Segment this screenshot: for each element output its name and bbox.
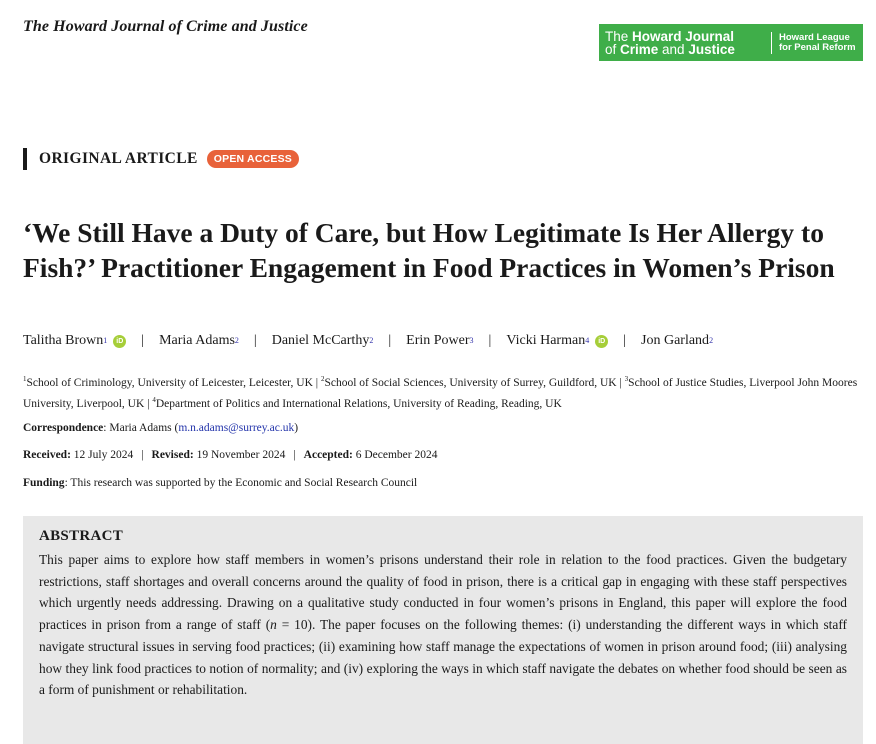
orcid-icon[interactable]: iD: [113, 335, 126, 348]
funding: [23, 477, 417, 489]
logo-text: for Penal Reform: [779, 41, 856, 53]
author-affiliation-sup[interactable]: 1: [103, 335, 108, 345]
abstract-text: [39, 549, 847, 701]
affiliation-divider: |: [619, 376, 622, 389]
abstract-n-symbol: n: [270, 617, 277, 633]
logo-text: Howard Journal: [632, 28, 735, 44]
author-divider: |: [141, 333, 145, 348]
affiliation-sup: 2: [320, 375, 325, 383]
affiliation-sup: 4: [152, 395, 156, 404]
correspondence-label: Correspondence: [23, 422, 104, 434]
article-type: [23, 148, 299, 170]
accepted-date: 6 December 2024: [355, 449, 438, 461]
author[interactable]: [272, 333, 374, 349]
author[interactable]: [159, 333, 239, 349]
funding-label: Funding: [23, 477, 65, 489]
logo-text: Justice: [688, 41, 735, 57]
date-divider: |: [293, 449, 296, 461]
author-divider: |: [388, 333, 392, 348]
author-divider: |: [253, 333, 257, 348]
abstract-text-part: = 10). The paper focuses on the following themes: (i) understanding the different ways in which staff navigate structural issues in serving food practices; (ii) examining how staff manage the expectations of women in prison around food; (iii) analysing how they link food practices to notion of normality; and (iv) exploring the ways in which staff navigate the debates on whether food should be seen as a form of punishment or rehabilitation.: [39, 617, 847, 698]
received-label: Received:: [23, 449, 71, 461]
correspondence-close: ): [294, 422, 299, 434]
logo-text: Crime: [620, 41, 659, 57]
revised-date: 19 November 2024: [196, 449, 286, 461]
logo-text: The: [605, 28, 633, 44]
journal-logo[interactable]: [599, 24, 863, 61]
affiliation-text: Department of Politics and International Relations, University of Reading, Reading, UK: [155, 397, 562, 410]
author[interactable]: [23, 333, 126, 349]
affiliations: [23, 371, 863, 413]
affiliation-text: School of Justice Studies, Liverpool John Moores University, Liverpool, UK: [23, 376, 858, 410]
logo-publisher: [779, 33, 856, 53]
author[interactable]: [406, 333, 473, 349]
affiliation-sup: 1: [23, 375, 27, 383]
article-type-label: ORIGINAL ARTICLE: [39, 150, 198, 167]
open-access-badge: OPEN ACCESS: [207, 150, 299, 168]
logo-text: of: [605, 41, 621, 57]
received-date: 12 July 2024: [73, 449, 134, 461]
author-affiliation-sup[interactable]: 3: [469, 335, 474, 345]
author-name[interactable]: Maria Adams: [159, 333, 235, 348]
author-name[interactable]: Jon Garland: [641, 333, 710, 348]
article-title: ‘We Still Have a Duty of Care, but How Legitimate Is Her Allergy to Fish?’ Practitioner Engagement in Food Practices in Women’s Prison: [23, 217, 835, 283]
revised-label: Revised:: [151, 449, 194, 461]
affiliation-divider: |: [147, 397, 150, 410]
author-name[interactable]: Talitha Brown: [23, 333, 104, 348]
author-divider: |: [623, 333, 627, 348]
logo-text: Howard League: [779, 31, 850, 43]
orcid-icon[interactable]: iD: [595, 335, 608, 348]
logo-text: and: [658, 41, 689, 57]
funding-text: : This research was supported by the Economic and Social Research Council: [64, 477, 418, 489]
date-divider: |: [141, 449, 144, 461]
author-affiliation-sup[interactable]: 2: [234, 335, 239, 345]
author-affiliation-sup[interactable]: 2: [369, 335, 374, 345]
correspondence: Correspondence: Maria Adams (m.n.adams@surrey.ac.uk): [23, 422, 299, 434]
accepted-label: Accepted:: [303, 449, 353, 461]
affiliation-divider: |: [315, 376, 319, 389]
author-affiliation-sup[interactable]: 2: [709, 335, 714, 345]
abstract-heading: ABSTRACT: [39, 528, 124, 544]
author[interactable]: [641, 333, 713, 349]
journal-name: The Howard Journal of Crime and Justice: [23, 18, 308, 35]
abstract-box: [23, 516, 863, 744]
affiliation-text: School of Social Sciences, University of Surrey, Guildford, UK: [324, 376, 617, 389]
affiliation-text: School of Criminology, University of Leicester, Leicester, UK: [26, 376, 313, 389]
author[interactable]: [506, 333, 608, 349]
author-name[interactable]: Erin Power: [406, 333, 470, 348]
logo-divider: [771, 32, 772, 54]
article-dates: [23, 449, 437, 461]
author-affiliation-sup[interactable]: 4: [585, 335, 590, 345]
affiliation-sup: 3: [624, 375, 629, 383]
author-name[interactable]: Daniel McCarthy: [271, 333, 370, 348]
author-list: [23, 333, 713, 349]
author-divider: |: [488, 333, 492, 348]
abstract-text-part: This paper aims to explore how staff members in women’s prisons understand their role in relation to the food practices. Given the budgetary restrictions, staff shortages and overall concerns around the quality of food in prison, there is a critical gap in engaging with these staff perspectives which urgently needs addressing. Drawing on a qualitative study conducted in four women’s prisons in England, this paper will explore the food practices in prison from a range of staff (: [39, 552, 847, 633]
logo-journal-title: [599, 30, 765, 56]
correspondence-name: Maria Adams (: [109, 422, 179, 434]
author-name[interactable]: Vicki Harman: [506, 333, 586, 348]
article-type-bar: [23, 148, 27, 170]
correspondence-email-link[interactable]: m.n.adams@surrey.ac.uk: [178, 422, 295, 434]
